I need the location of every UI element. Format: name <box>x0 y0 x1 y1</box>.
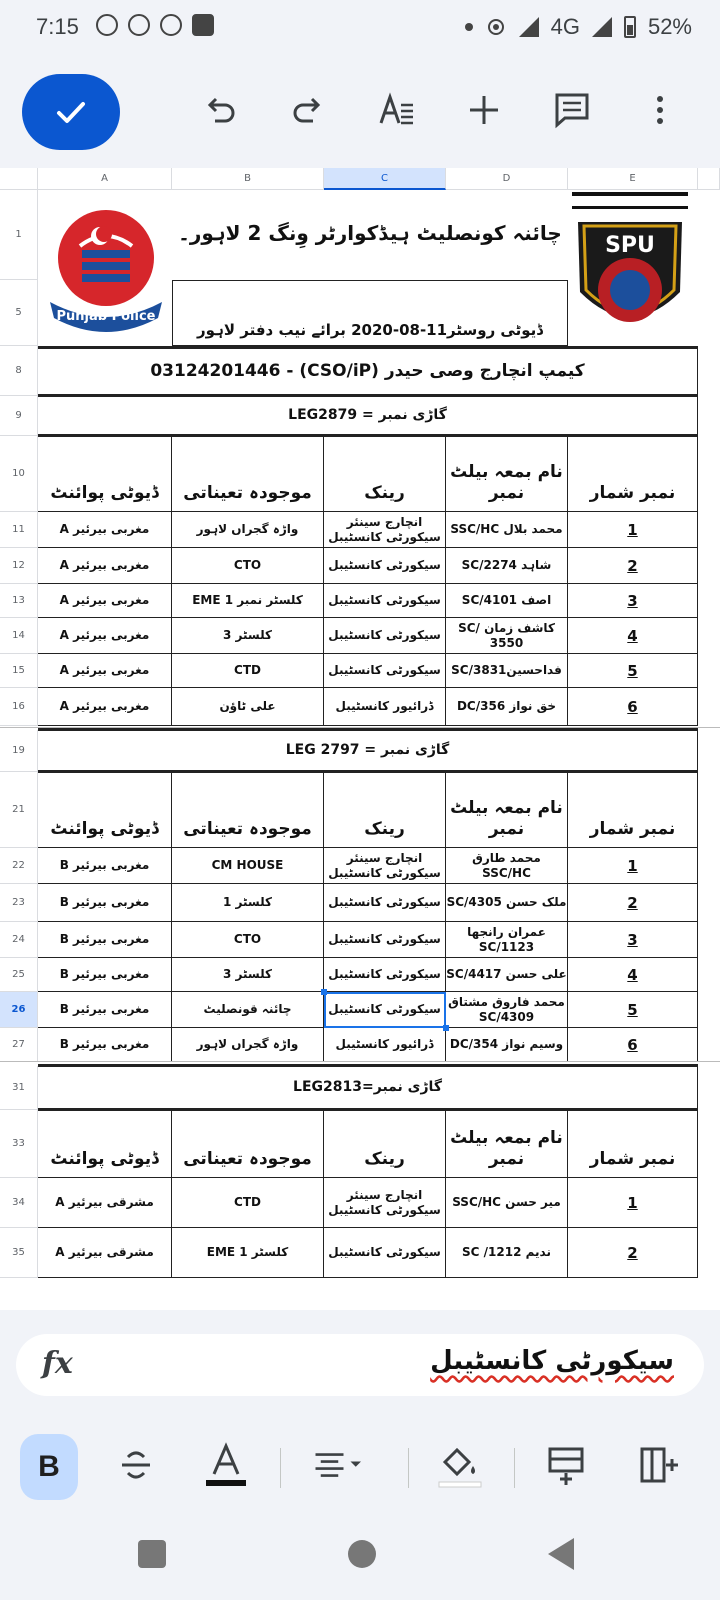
roster-subtitle: ڈیوٹی روسٹر11-08-2020 برائے نیب دفتر لاہور <box>172 280 568 346</box>
column-header-filler <box>698 168 720 190</box>
row-header-1[interactable]: 1 <box>0 190 38 280</box>
battery-level: 52% <box>647 14 692 39</box>
cell-serial[interactable]: 1 <box>568 848 698 884</box>
cell-duty[interactable]: مغربی بیرئیر A <box>38 512 172 548</box>
cell-name[interactable]: میر حسن SSC/HC <box>446 1178 568 1228</box>
text-format-icon <box>377 91 415 129</box>
battery-icon <box>624 16 636 38</box>
cell-name[interactable]: عمران رانجھا SC/1123 <box>446 922 568 958</box>
insert-row-button[interactable] <box>538 1434 594 1496</box>
column-title-rank: رینک <box>324 436 446 512</box>
cell-serial[interactable]: 1 <box>568 1178 698 1228</box>
cell-name[interactable]: شاہد SC/2274 <box>446 548 568 584</box>
cell-posting[interactable]: علی ٹاؤن <box>172 688 324 726</box>
cell-duty[interactable]: مغربی بیرئیر B <box>38 922 172 958</box>
row-header-16[interactable]: 16 <box>0 688 38 726</box>
cell-duty[interactable]: مغربی بیرئیر A <box>38 618 172 654</box>
cell-serial[interactable]: 4 <box>568 618 698 654</box>
notification-dot-icon <box>465 23 473 31</box>
formula-bar[interactable] <box>16 1334 704 1396</box>
row-header-25[interactable]: 25 <box>0 958 38 992</box>
top-toolbar <box>0 56 720 168</box>
row-gap <box>0 1061 720 1062</box>
cell-serial[interactable]: 3 <box>568 922 698 958</box>
column-header-e[interactable]: E <box>568 168 698 190</box>
signal-icon <box>519 17 539 37</box>
row-header-12[interactable]: 12 <box>0 548 38 584</box>
row-header-21[interactable]: 21 <box>0 772 38 848</box>
column-header-b[interactable]: B <box>172 168 324 190</box>
column-header-c[interactable]: C <box>324 168 446 190</box>
vehicle-number: گاڑی نمبر=LEG2813 <box>38 1066 698 1110</box>
column-title-serial: نمبر شمار <box>568 1110 698 1178</box>
cell-posting[interactable]: CTO <box>172 922 324 958</box>
cell-duty[interactable]: مغربی بیرئیر A <box>38 654 172 688</box>
insert-row-icon <box>544 1443 588 1487</box>
row-header-24[interactable]: 24 <box>0 922 38 958</box>
column-title-posting: موجودہ تعیناتی <box>172 436 324 512</box>
done-button[interactable] <box>22 74 120 150</box>
align-center-icon <box>312 1445 368 1485</box>
column-title-duty: ڈیوٹی پوائنٹ <box>38 772 172 848</box>
row-gap <box>0 727 720 728</box>
row-header-22[interactable]: 22 <box>0 848 38 884</box>
vehicle-number: گاڑی نمبر = LEG 2797 <box>38 730 698 772</box>
cell-name[interactable]: وسیم نواز DC/354 <box>446 1028 568 1062</box>
cell-serial[interactable]: 6 <box>568 1028 698 1062</box>
column-title-name: نام بمعہ بیلٹ نمبر <box>446 1110 568 1178</box>
check-badge-icon <box>128 14 150 36</box>
cell-name[interactable]: فداحسینSC/3831 <box>446 654 568 688</box>
whatsapp-icon <box>96 14 118 36</box>
cell-posting[interactable]: CTD <box>172 1178 324 1228</box>
redo-icon <box>289 91 327 129</box>
cell-duty[interactable]: مغربی بیرئیر B <box>38 992 172 1028</box>
cell-posting[interactable]: کلسٹر 1 <box>172 884 324 922</box>
youtube-icon <box>192 14 214 36</box>
strikethrough-button[interactable] <box>108 1434 164 1496</box>
status-time: 7:15 <box>36 14 79 39</box>
cell-serial[interactable]: 5 <box>568 992 698 1028</box>
cell-duty[interactable]: مشرقی بیرئیر A <box>38 1228 172 1278</box>
cell-posting[interactable]: CTO <box>172 548 324 584</box>
cell-rank[interactable]: ڈرائیور کانسٹیبل <box>324 1028 446 1062</box>
text-color-button[interactable] <box>198 1434 254 1496</box>
back-button[interactable] <box>548 1538 574 1570</box>
column-title-rank: رینک <box>324 1110 446 1178</box>
cell-name[interactable]: ملک حسن SC/4305 <box>446 884 568 922</box>
cell-posting[interactable]: کلسٹر 3 <box>172 958 324 992</box>
cell-duty[interactable]: مغربی بیرئیر A <box>38 584 172 618</box>
cell-posting[interactable]: واڑہ گجراں لاہور <box>172 1028 324 1062</box>
vehicle-number: گاڑی نمبر = LEG2879 <box>38 396 698 436</box>
text-color-icon <box>204 1440 248 1490</box>
fx-icon: fx <box>42 1346 73 1381</box>
undo-button[interactable] <box>198 88 242 132</box>
column-title-name: نام بمعہ بیلٹ نمبر <box>446 772 568 848</box>
database-warning-icon <box>160 14 182 36</box>
strikethrough-icon <box>116 1445 156 1485</box>
cell-serial[interactable]: 3 <box>568 584 698 618</box>
cell-serial[interactable]: 2 <box>568 1228 698 1278</box>
row-header-34[interactable]: 34 <box>0 1178 38 1228</box>
selection-handle-top[interactable] <box>321 989 327 995</box>
data-signal-icon <box>592 17 612 37</box>
bold-button[interactable]: B <box>20 1434 78 1500</box>
row-header-35[interactable]: 35 <box>0 1228 38 1278</box>
formula-input[interactable]: سیکورٹی کانسٹیبل <box>430 1346 674 1376</box>
cell-duty[interactable]: مغربی بیرئیر B <box>38 1028 172 1062</box>
insert-column-icon <box>636 1443 680 1487</box>
cell-name[interactable]: ندیم SC /1212 <box>446 1228 568 1278</box>
column-title-name: نام بمعہ بیلٹ نمبر <box>446 436 568 512</box>
cell-posting[interactable]: CM HOUSE <box>172 848 324 884</box>
row-header-14[interactable]: 14 <box>0 618 38 654</box>
column-title-posting: موجودہ تعیناتی <box>172 772 324 848</box>
cell-name[interactable]: اصف SC/4101 <box>446 584 568 618</box>
column-header-d[interactable]: D <box>446 168 568 190</box>
row-header-13[interactable]: 13 <box>0 584 38 618</box>
check-icon <box>51 92 91 132</box>
cell-rank[interactable]: سیکورٹی کانسٹیبل <box>324 1228 446 1278</box>
cell-rank[interactable]: سیکورٹی کانسٹیبل <box>324 618 446 654</box>
cell-serial[interactable]: 1 <box>568 512 698 548</box>
cell-rank[interactable]: سیکورٹی کانسٹیبل <box>324 992 446 1028</box>
cell-posting[interactable]: CTD <box>172 654 324 688</box>
row-header-31[interactable]: 31 <box>0 1066 38 1110</box>
cell-posting[interactable]: واڑہ گجراں لاہور <box>172 512 324 548</box>
hotspot-icon <box>485 16 507 38</box>
cell-rank[interactable]: سیکورٹی کانسٹیبل <box>324 922 446 958</box>
cell-duty[interactable]: مغربی بیرئیر B <box>38 958 172 992</box>
cell-duty[interactable]: مغربی بیرئیر B <box>38 848 172 884</box>
column-title-posting: موجودہ تعیناتی <box>172 1110 324 1178</box>
cell-serial[interactable]: 4 <box>568 958 698 992</box>
cell-duty[interactable]: مغربی بیرئیر A <box>38 548 172 584</box>
row-header-11[interactable]: 11 <box>0 512 38 548</box>
punjab-police-logo <box>40 206 172 332</box>
plus-icon <box>465 91 503 129</box>
column-title-serial: نمبر شمار <box>568 772 698 848</box>
cell-posting[interactable]: چائنہ قونصلیٹ <box>172 992 324 1028</box>
cell-name[interactable]: کاشف زمان /SC 3550 <box>446 618 568 654</box>
cell-serial[interactable]: 2 <box>568 884 698 922</box>
cell-duty[interactable]: مغربی بیرئیر B <box>38 884 172 922</box>
row-header-10[interactable]: 10 <box>0 436 38 512</box>
cell-name[interactable]: محمد بلال SSC/HC <box>446 512 568 548</box>
cell-posting[interactable]: کلسٹر EME 1 <box>172 1228 324 1278</box>
formula-area <box>0 1310 720 1420</box>
cell-name[interactable]: محمد طارق SSC/HC <box>446 848 568 884</box>
recents-button[interactable] <box>138 1540 166 1568</box>
cell-rank[interactable]: انچارج سینئر سیکورٹی کانسٹیبل <box>324 1178 446 1228</box>
format-toolbar <box>0 1420 720 1510</box>
row-header-5[interactable]: 5 <box>0 280 38 346</box>
row-header-23[interactable]: 23 <box>0 884 38 922</box>
cell-duty[interactable]: مغربی بیرئیر A <box>38 688 172 726</box>
select-all-corner[interactable] <box>0 168 38 190</box>
row-header-19[interactable]: 19 <box>0 730 38 772</box>
cell-rank[interactable]: انچارج سینئر سیکورٹی کانسٹیبل <box>324 512 446 548</box>
row-header-33[interactable]: 33 <box>0 1110 38 1178</box>
row-header-27[interactable]: 27 <box>0 1028 38 1062</box>
cell-posting[interactable]: کلسٹر 3 <box>172 618 324 654</box>
svg-text:Punjab Police: Punjab Police <box>56 309 156 324</box>
insert-column-button[interactable] <box>630 1434 686 1496</box>
cell-posting[interactable]: کلسٹر نمبر EME 1 <box>172 584 324 618</box>
home-button[interactable] <box>348 1540 376 1568</box>
cell-serial[interactable]: 5 <box>568 654 698 688</box>
more-vert-icon <box>641 91 679 129</box>
cell-name[interactable]: علی حسن SC/4417 <box>446 958 568 992</box>
cell-serial[interactable]: 2 <box>568 548 698 584</box>
column-title-serial: نمبر شمار <box>568 436 698 512</box>
undo-icon <box>201 91 239 129</box>
svg-text:SPU: SPU <box>605 233 655 258</box>
network-type: 4G <box>550 14 580 39</box>
camp-incharge: کیمپ انچارج وصی حیدر (CSO/iP) - 03124201446 <box>38 348 698 396</box>
cell-rank[interactable]: سیکورٹی کانسٹیبل <box>324 884 446 922</box>
cell-rank[interactable]: ڈرائیور کانسٹیبل <box>324 688 446 726</box>
column-title-duty: ڈیوٹی پوائنٹ <box>38 436 172 512</box>
cell-name[interactable]: محمد فاروق مشتاق SC/4309 <box>446 992 568 1028</box>
status-bar <box>0 0 720 56</box>
more-options-button[interactable] <box>638 88 682 132</box>
comment-button[interactable] <box>550 88 594 132</box>
cell-name[interactable]: خق نواز DC/356 <box>446 688 568 726</box>
insert-button[interactable] <box>462 88 506 132</box>
cell-rank[interactable]: سیکورٹی کانسٹیبل <box>324 654 446 688</box>
text-format-button[interactable] <box>374 88 418 132</box>
selected-cell-c26[interactable] <box>324 992 446 1028</box>
system-nav-bar <box>0 1510 720 1600</box>
row-header-26[interactable]: 26 <box>0 992 38 1028</box>
comment-icon <box>553 91 591 129</box>
row-header-8[interactable]: 8 <box>0 346 38 396</box>
cell-rank[interactable]: سیکورٹی کانسٹیبل <box>324 548 446 584</box>
spu-logo <box>570 192 690 342</box>
fill-color-button[interactable] <box>432 1434 488 1496</box>
align-button[interactable] <box>312 1434 368 1496</box>
cell-duty[interactable]: مشرقی بیرئیر A <box>38 1178 172 1228</box>
redo-button[interactable] <box>286 88 330 132</box>
column-title-rank: رینک <box>324 772 446 848</box>
column-header-a[interactable]: A <box>38 168 172 190</box>
cell-rank[interactable]: سیکورٹی کانسٹیبل <box>324 958 446 992</box>
cell-serial[interactable]: 6 <box>568 688 698 726</box>
selection-handle-bottom[interactable] <box>443 1025 449 1031</box>
fill-color-icon <box>435 1440 485 1490</box>
spreadsheet-grid[interactable] <box>0 168 720 1310</box>
sheet-title: چائنہ کونصلیٹ ہیڈکوارٹر وِنگ 2 لاہور۔ <box>178 221 562 245</box>
row-header-15[interactable]: 15 <box>0 654 38 688</box>
column-title-duty: ڈیوٹی پوائنٹ <box>38 1110 172 1178</box>
row-header-9[interactable]: 9 <box>0 396 38 436</box>
cell-rank[interactable]: انچارج سینئر سیکورٹی کانسٹیبل <box>324 848 446 884</box>
cell-rank[interactable]: سیکورٹی کانسٹیبل <box>324 584 446 618</box>
